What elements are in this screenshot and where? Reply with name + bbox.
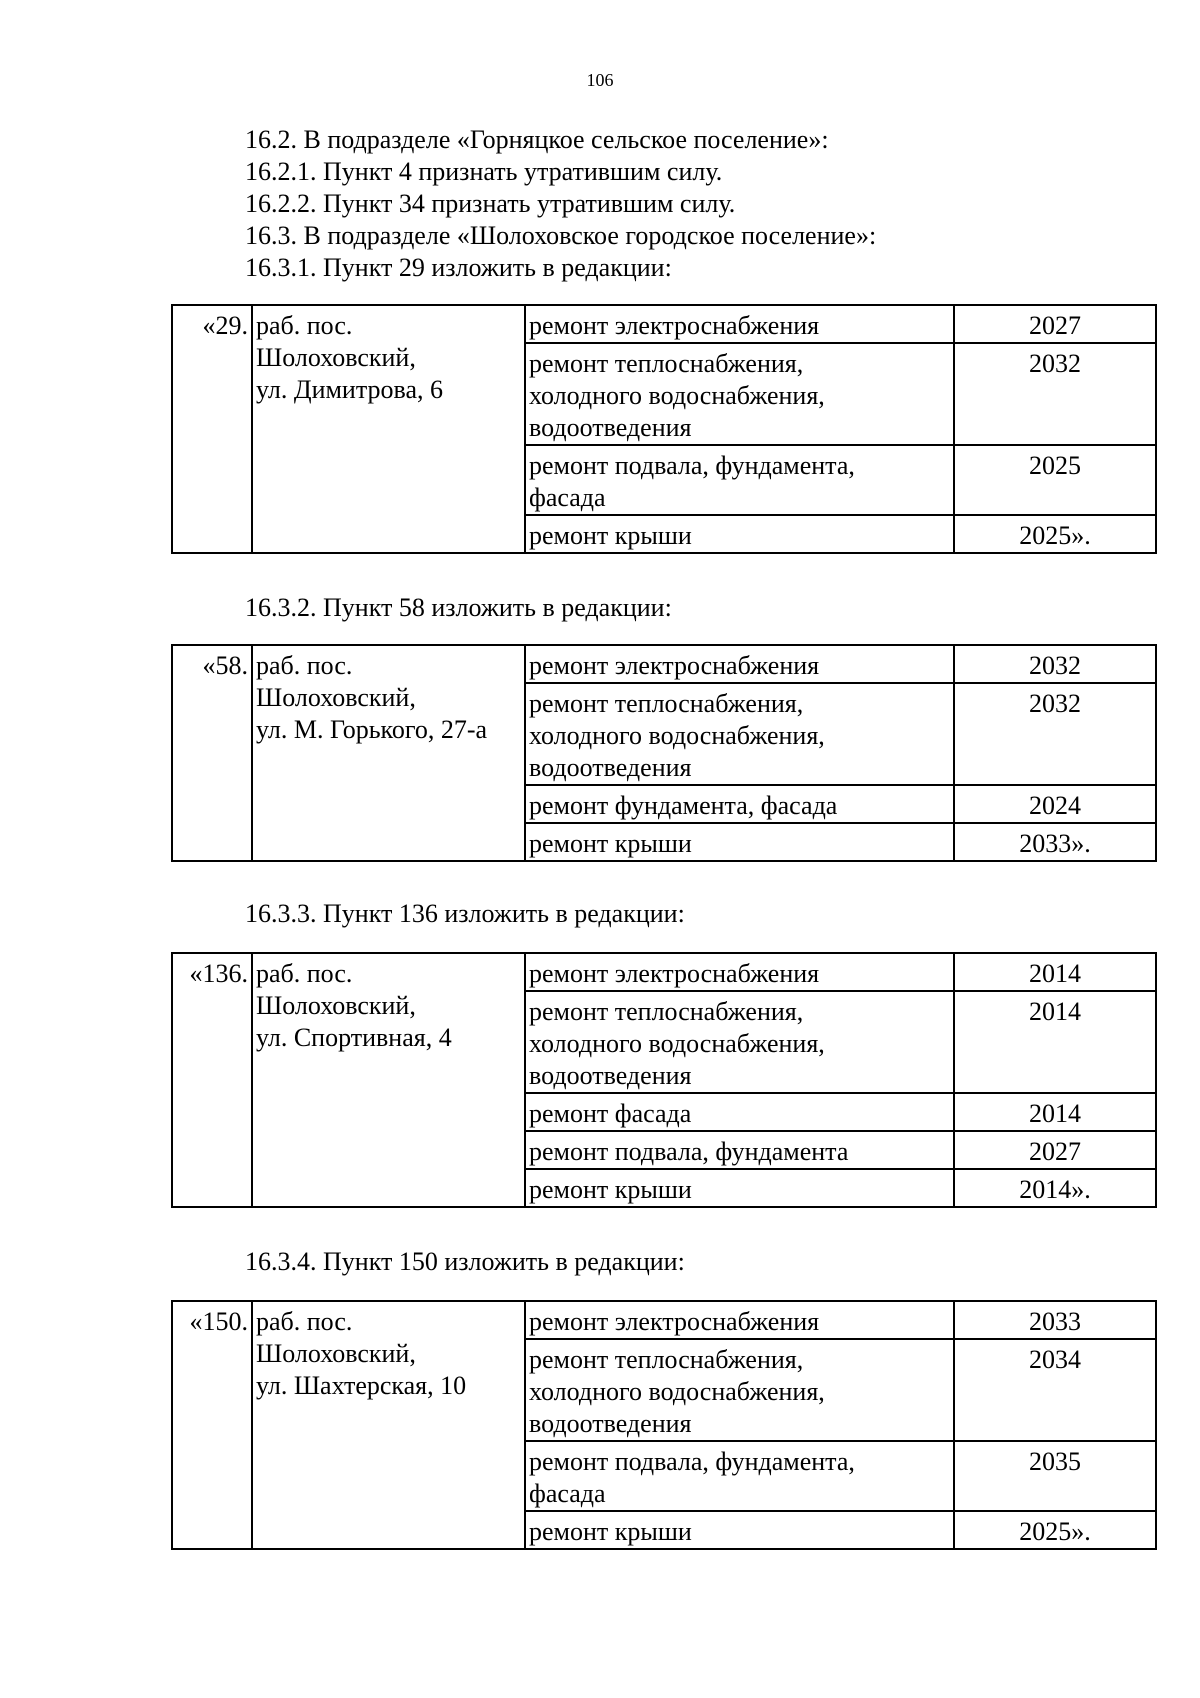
year-cell: 2014 (954, 1093, 1156, 1131)
work-cell (525, 1131, 954, 1169)
paragraph-16-3-4: 16.3.4. Пункт 150 изложить в редакции: (245, 1247, 685, 1276)
work-line: ремонт электроснабжения (529, 311, 820, 340)
work-cell (525, 1093, 954, 1131)
work-line: ремонт электроснабжения (529, 1307, 820, 1336)
work-line: фасада (529, 1479, 606, 1508)
address-line: ул. Спортивная, 4 (256, 1023, 452, 1052)
table-row (172, 953, 1156, 991)
work-line: ремонт крыши (529, 1517, 692, 1546)
work-line: холодного водоснабжения, (529, 1377, 825, 1406)
work-cell (525, 1441, 954, 1511)
table-item-29 (171, 304, 1157, 554)
year-cell: 2014». (954, 1169, 1156, 1207)
paragraph-16-3-2: 16.3.2. Пункт 58 изложить в редакции: (245, 593, 672, 622)
work-line: водоотведения (529, 1409, 692, 1438)
address-line: раб. пос. (256, 651, 353, 680)
year-cell: 2032 (954, 645, 1156, 683)
work-line: холодного водоснабжения, (529, 381, 825, 410)
work-cell (525, 785, 954, 823)
address-line: Шолоховский, (256, 991, 416, 1020)
paragraph-16-2-2: 16.2.2. Пункт 34 признать утратившим силу. (245, 189, 736, 218)
work-cell (525, 1511, 954, 1549)
work-line: ремонт крыши (529, 521, 692, 550)
year-cell: 2033 (954, 1301, 1156, 1339)
address-line: ул. Шахтерская, 10 (256, 1371, 467, 1400)
item-number: «150. (172, 1301, 252, 1549)
work-line: холодного водоснабжения, (529, 1029, 825, 1058)
item-number: «58. (172, 645, 252, 861)
work-line: ремонт теплоснабжения, (529, 349, 804, 378)
table-item-136 (171, 952, 1157, 1208)
work-line: фасада (529, 483, 606, 512)
work-line: водоотведения (529, 1061, 692, 1090)
work-line: ремонт крыши (529, 829, 692, 858)
paragraph-16-2: 16.2. В подразделе «Горняцкое сельское поселение»: (245, 125, 829, 154)
table-row (172, 645, 1156, 683)
year-cell: 2027 (954, 1131, 1156, 1169)
year-cell: 2014 (954, 991, 1156, 1093)
table-item-150 (171, 1300, 1157, 1550)
work-cell (525, 823, 954, 861)
work-cell (525, 645, 954, 683)
work-cell (525, 445, 954, 515)
address-line: раб. пос. (256, 1307, 353, 1336)
page-number: 106 (586, 70, 614, 90)
address-line: Шолоховский, (256, 343, 416, 372)
work-cell (525, 515, 954, 553)
paragraph-16-3-3: 16.3.3. Пункт 136 изложить в редакции: (245, 899, 685, 928)
work-line: водоотведения (529, 753, 692, 782)
table-row (172, 1301, 1156, 1339)
work-line: ремонт фундамента, фасада (529, 791, 838, 820)
year-cell: 2034 (954, 1339, 1156, 1441)
address-line: ул. Димитрова, 6 (256, 375, 444, 404)
year-cell: 2035 (954, 1441, 1156, 1511)
paragraph-16-3-1: 16.3.1. Пункт 29 изложить в редакции: (245, 253, 672, 282)
work-line: ремонт подвала, фундамента, (529, 1447, 855, 1476)
address-cell (252, 305, 525, 553)
paragraph-16-2-1: 16.2.1. Пункт 4 признать утратившим силу. (245, 157, 723, 186)
work-line: водоотведения (529, 413, 692, 442)
work-line: ремонт теплоснабжения, (529, 997, 804, 1026)
year-cell: 2032 (954, 343, 1156, 445)
work-line: ремонт электроснабжения (529, 651, 820, 680)
year-cell: 2032 (954, 683, 1156, 785)
work-cell (525, 1169, 954, 1207)
work-cell (525, 1301, 954, 1339)
work-cell (525, 343, 954, 445)
address-cell (252, 1301, 525, 1549)
work-line: ремонт теплоснабжения, (529, 689, 804, 718)
table-item-58 (171, 644, 1157, 862)
work-cell (525, 953, 954, 991)
address-line: Шолоховский, (256, 683, 416, 712)
address-line: Шолоховский, (256, 1339, 416, 1368)
year-cell: 2033». (954, 823, 1156, 861)
address-cell (252, 953, 525, 1207)
table-row (172, 305, 1156, 343)
address-line: ул. М. Горького, 27-а (256, 715, 488, 744)
work-line: ремонт фасада (529, 1099, 692, 1128)
year-cell: 2025». (954, 515, 1156, 553)
work-line: холодного водоснабжения, (529, 721, 825, 750)
address-cell (252, 645, 525, 861)
address-line: раб. пос. (256, 959, 353, 988)
work-cell (525, 305, 954, 343)
work-cell (525, 1339, 954, 1441)
work-cell (525, 991, 954, 1093)
address-line: раб. пос. (256, 311, 353, 340)
work-line: ремонт теплоснабжения, (529, 1345, 804, 1374)
item-number: «29. (172, 305, 252, 553)
year-cell: 2025». (954, 1511, 1156, 1549)
item-number: «136. (172, 953, 252, 1207)
work-cell (525, 683, 954, 785)
work-line: ремонт крыши (529, 1175, 692, 1204)
work-line: ремонт электроснабжения (529, 959, 820, 988)
paragraph-16-3: 16.3. В подразделе «Шолоховское городское поселение»: (245, 221, 877, 250)
year-cell: 2025 (954, 445, 1156, 515)
year-cell: 2014 (954, 953, 1156, 991)
work-line: ремонт подвала, фундамента (529, 1137, 849, 1166)
year-cell: 2024 (954, 785, 1156, 823)
year-cell: 2027 (954, 305, 1156, 343)
work-line: ремонт подвала, фундамента, (529, 451, 855, 480)
